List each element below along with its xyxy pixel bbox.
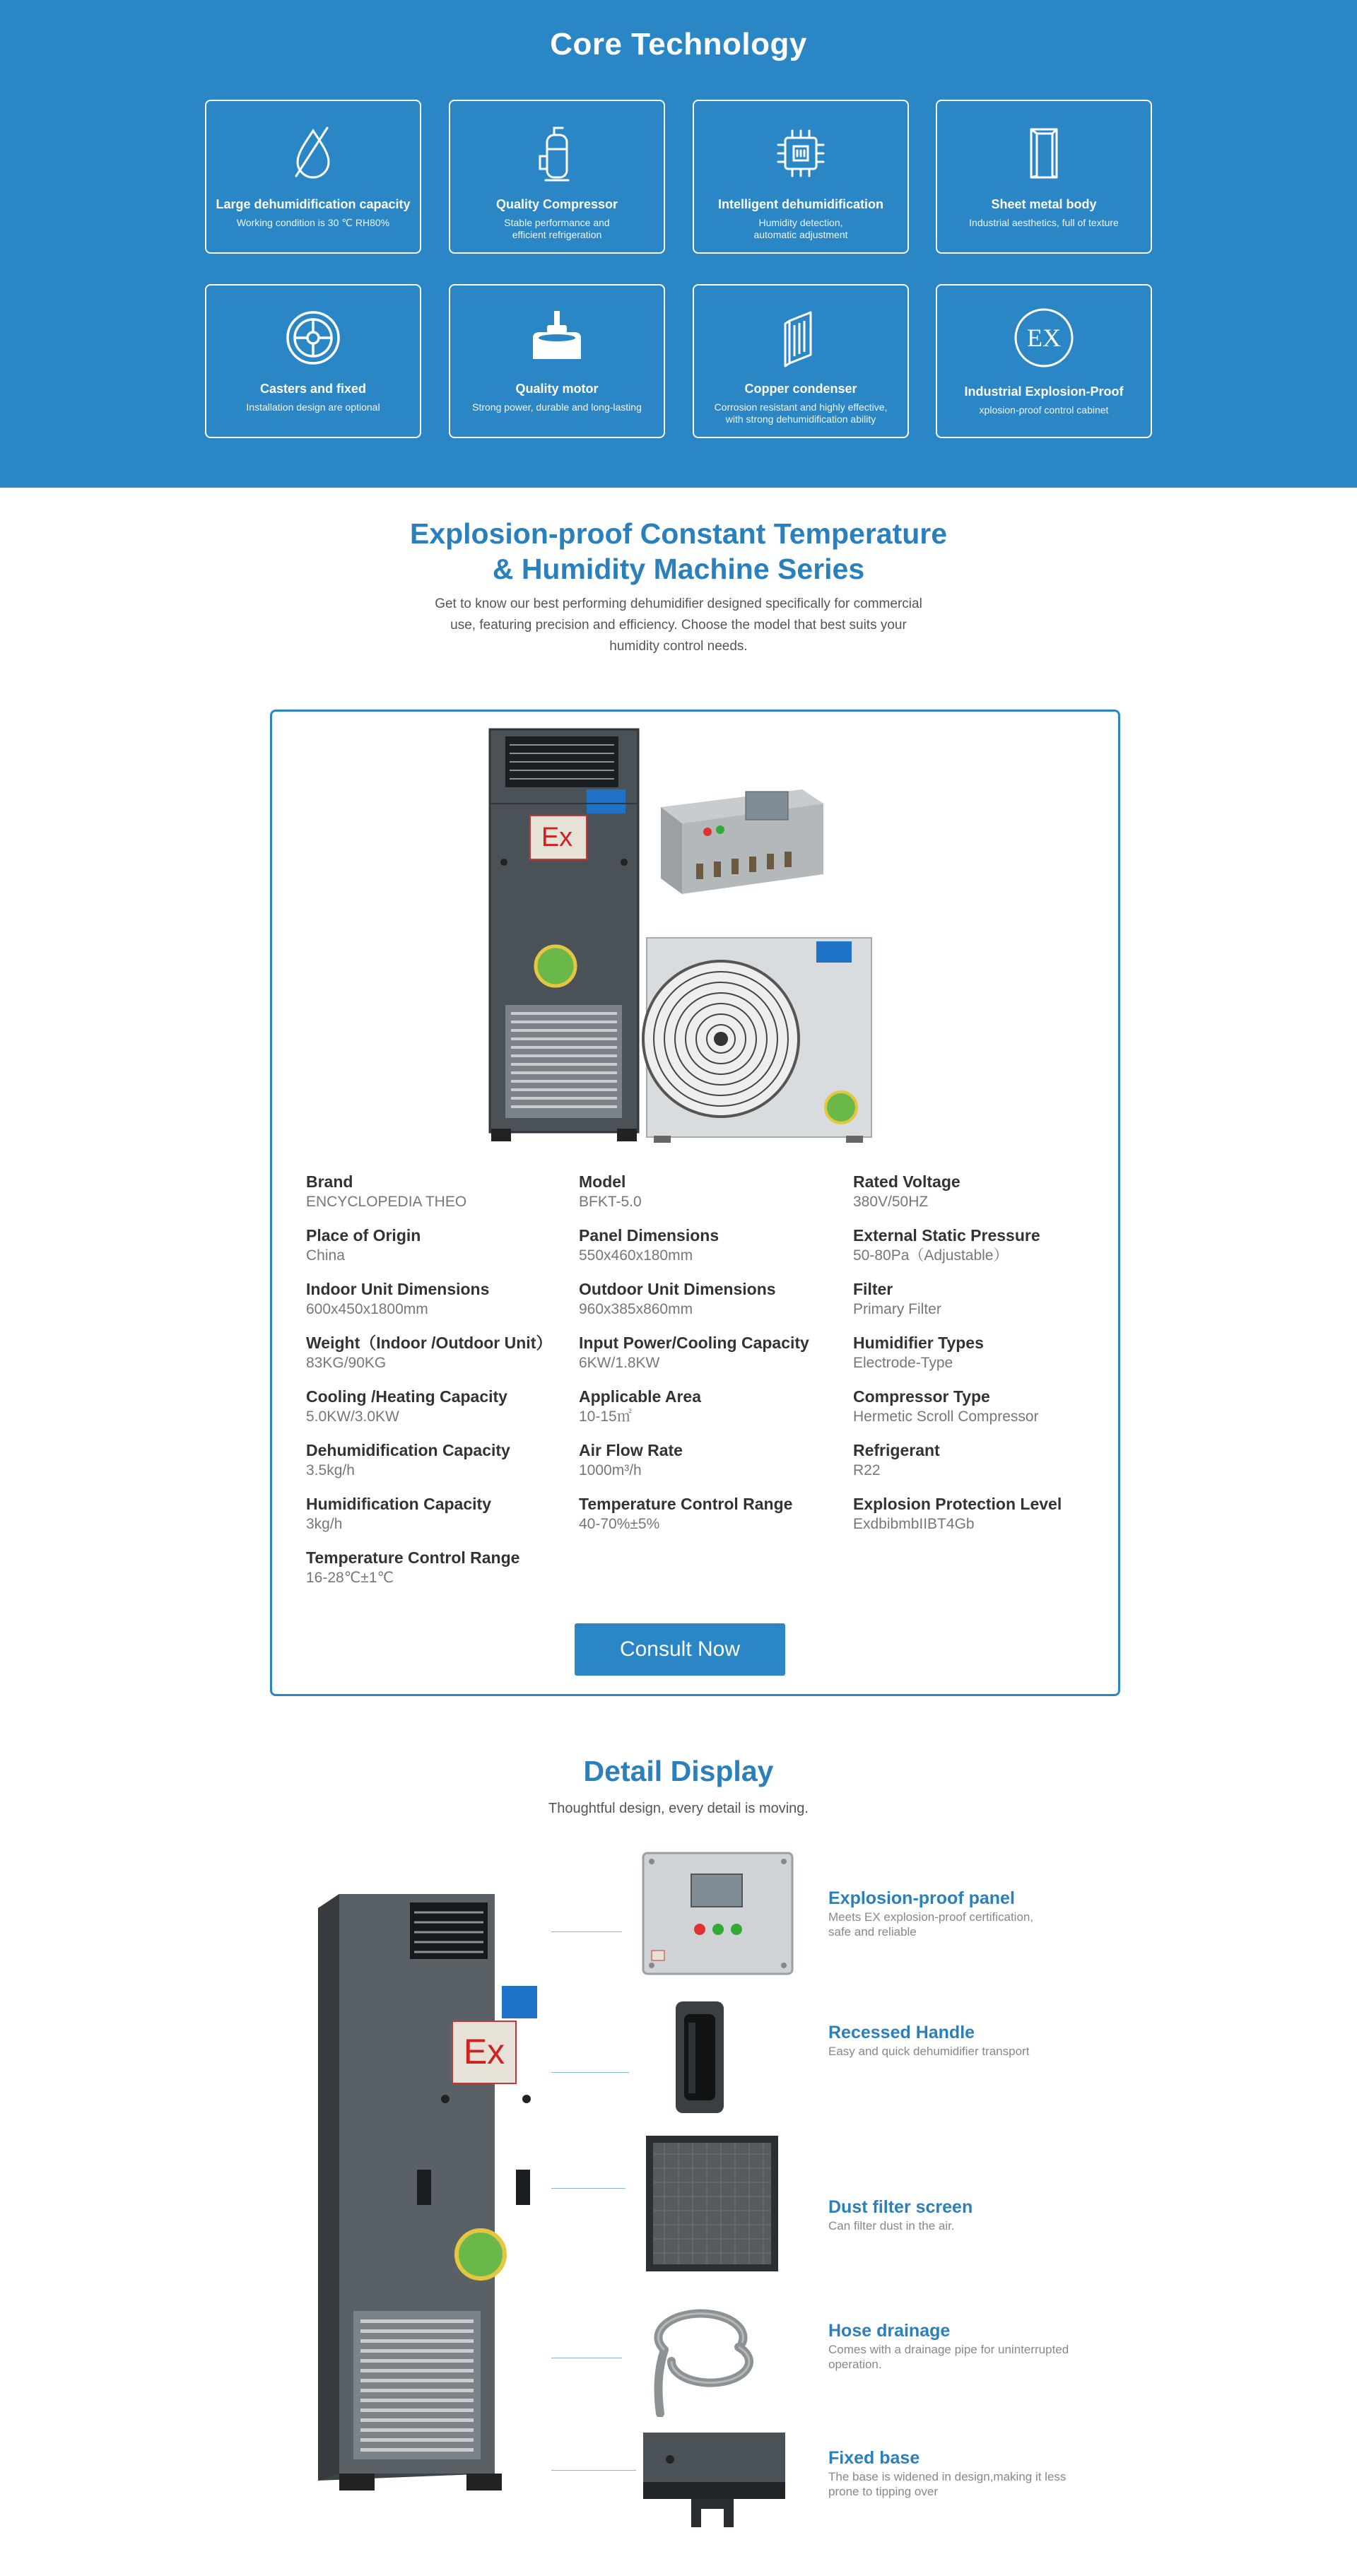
ex-badge-text: EX [1027, 324, 1061, 352]
spec-label: Filter [853, 1280, 893, 1298]
spec-value: 6KW/1.8KW [579, 1355, 660, 1371]
spec-label: Applicable Area [579, 1387, 701, 1406]
feature-title: Explosion-proof panel [828, 1888, 1015, 1908]
feature-desc: The base is widened in design,making it less prone to tipping over [828, 2470, 1067, 2498]
spec-air-flow-rate [579, 1440, 847, 1481]
spec-input-power [579, 1332, 847, 1373]
spec-value: 5.0KW/3.0KW [306, 1408, 399, 1425]
spec-value: 3kg/h [306, 1516, 343, 1532]
spec-label: Temperature Control Range [579, 1495, 793, 1513]
spec-weight [306, 1332, 575, 1373]
spec-explosion-protection-level [853, 1493, 1122, 1534]
motor-icon [450, 304, 664, 372]
spec-applicable-area [579, 1386, 847, 1427]
spec-compressor-type [853, 1386, 1122, 1427]
feature-title: Dust filter screen [828, 2197, 973, 2217]
leader-line [551, 2072, 629, 2073]
spec-label: Explosion Protection Level [853, 1495, 1062, 1513]
core-card-dehumidification [205, 100, 421, 254]
core-card-intelligent [693, 100, 909, 254]
series-title-line2: & Humidity Machine Series [492, 553, 865, 585]
spec-value: ExdbibmbIIBT4Gb [853, 1516, 975, 1532]
spec-value: 16-28℃±1℃ [306, 1570, 394, 1586]
spec-value: Hermetic Scroll Compressor [853, 1408, 1039, 1425]
spec-external-static-pressure [853, 1225, 1122, 1266]
spec-indoor-unit-dimensions [306, 1278, 575, 1319]
spec-value: 50-80Pa（Adjustable） [853, 1247, 1009, 1264]
core-card-title: Large dehumidification capacity [216, 197, 411, 211]
leader-line [551, 1931, 622, 1932]
spec-outdoor-unit-dimensions [579, 1278, 847, 1319]
spec-label: Compressor Type [853, 1387, 990, 1406]
feature-title: Recessed Handle [828, 2023, 975, 2042]
explosion-proof-panel-image [642, 1852, 794, 1975]
core-card-desc: Corrosion resistant and highly effective, with strong dehumidification ability [714, 401, 888, 425]
spec-label: External Static Pressure [853, 1226, 1040, 1245]
spec-value: BFKT-5.0 [579, 1194, 642, 1210]
droplet-slash-icon [206, 119, 420, 187]
core-card-desc: Humidity detection, automatic adjustment [753, 217, 848, 240]
spec-humidification-capacity [306, 1493, 575, 1534]
core-card-desc: Working condition is 30 ℃ RH80% [236, 217, 390, 228]
spec-cooling-heating [306, 1386, 575, 1427]
feature-desc: Can filter dust in the air. [828, 2219, 955, 2233]
core-card-compressor [449, 100, 665, 254]
spec-value: 550x460x180mm [579, 1247, 693, 1264]
core-card-condenser [693, 284, 909, 438]
spec-value: 380V/50HZ [853, 1194, 929, 1210]
sheet-metal-icon [937, 119, 1151, 187]
spec-place-of-origin [306, 1225, 575, 1266]
core-card-desc: Stable performance and efficient refrigeration [504, 217, 610, 240]
outdoor-unit-image [643, 938, 871, 1143]
fixed-base-image [642, 2431, 787, 2530]
ex-label-text: Ex [541, 823, 573, 852]
spec-label: Model [579, 1172, 626, 1191]
core-card-desc: xplosion-proof control cabinet [979, 404, 1109, 416]
detail-ex-label-text: Ex [463, 2032, 505, 2071]
core-card-sheet-metal [936, 100, 1152, 254]
spec-temperature-control-range [306, 1547, 575, 1588]
feature-recessed-handle [828, 2021, 1125, 2059]
spec-value: R22 [853, 1462, 881, 1478]
spec-value: Electrode-Type [853, 1355, 953, 1371]
product-image [484, 722, 894, 1146]
core-card-title: Casters and fixed [259, 382, 367, 396]
spec-temperature-control-range-humidity [579, 1493, 847, 1534]
spec-value: 600x450x1800mm [306, 1301, 428, 1317]
core-card-motor [449, 284, 665, 438]
spec-value: China [306, 1247, 345, 1264]
spec-label: Humidifier Types [853, 1334, 984, 1352]
core-card-title: Intelligent dehumidification [718, 197, 883, 211]
core-card-casters [205, 284, 421, 438]
caster-wheel-icon [206, 304, 420, 372]
spec-label: Temperature Control Range [306, 1548, 520, 1567]
spec-rated-voltage [853, 1171, 1122, 1212]
detail-unit-image [304, 1887, 572, 2509]
core-card-explosion-proof [936, 284, 1152, 438]
core-card-desc: Industrial aesthetics, full of texture [969, 217, 1119, 228]
leader-line [551, 2470, 636, 2471]
core-card-title: Copper condenser [744, 382, 857, 396]
core-technology-section [0, 0, 1357, 488]
spec-label: Rated Voltage [853, 1172, 961, 1191]
series-description: Get to know our best performing dehumidifier designed specifically for commercial use, featuring precision and efficiency. Choose the model that best suits your humidity control needs. [435, 596, 922, 654]
control-box-image [661, 789, 823, 894]
dust-filter-screen-image [643, 2133, 781, 2274]
spec-dehumidification-capacity [306, 1440, 575, 1481]
spec-refrigerant [853, 1440, 1122, 1481]
spec-label: Cooling /Heating Capacity [306, 1387, 507, 1406]
spec-label: Input Power/Cooling Capacity [579, 1334, 809, 1352]
compressor-icon [450, 119, 664, 187]
core-technology-title: Core Technology [550, 27, 807, 61]
spec-label: Outdoor Unit Dimensions [579, 1280, 776, 1298]
feature-hose-drainage [828, 2319, 1125, 2372]
core-card-desc: Installation design are optional [246, 401, 380, 413]
spec-label: Place of Origin [306, 1226, 421, 1245]
ex-badge-icon [937, 304, 1151, 372]
spec-model [579, 1171, 847, 1212]
spec-label: Weight（Indoor /Outdoor Unit） [306, 1334, 553, 1352]
series-title-line1: Explosion-proof Constant Temperature [409, 517, 948, 550]
feature-title: Fixed base [828, 2448, 920, 2468]
spec-value: 83KG/90KG [306, 1355, 387, 1371]
indoor-unit-image [490, 729, 638, 1141]
spec-label: Dehumidification Capacity [306, 1441, 510, 1459]
spec-value: 3.5kg/h [306, 1462, 355, 1478]
spec-brand [306, 1171, 575, 1212]
spec-label: Refrigerant [853, 1441, 940, 1459]
condenser-icon [694, 304, 907, 372]
leader-line [551, 2188, 625, 2189]
feature-title: Hose drainage [828, 2321, 951, 2341]
spec-panel-dimensions [579, 1225, 847, 1266]
core-card-title: Quality motor [515, 382, 599, 396]
spec-humidifier-types [853, 1332, 1122, 1373]
spec-label: Air Flow Rate [579, 1441, 683, 1459]
spec-label: Panel Dimensions [579, 1226, 719, 1245]
recessed-handle-image [671, 1999, 728, 2115]
detail-subtitle: Thoughtful design, every detail is moving. [548, 1801, 809, 1816]
feature-explosion-proof-panel [828, 1887, 1125, 1939]
chip-icon [694, 119, 907, 187]
feature-fixed-base [828, 2447, 1125, 2499]
spec-filter [853, 1278, 1122, 1319]
spec-value: Primary Filter [853, 1301, 941, 1317]
spec-value: 10-15㎡ [579, 1408, 632, 1425]
spec-value: 1000m³/h [579, 1462, 642, 1478]
detail-title: Detail Display [583, 1755, 774, 1787]
core-card-title: Quality Compressor [495, 197, 618, 211]
feature-dust-filter-screen [828, 2196, 1125, 2233]
feature-desc: Comes with a drainage pipe for uninterrupted operation. [828, 2343, 1069, 2371]
feature-desc: Easy and quick dehumidifier transport [828, 2045, 1030, 2058]
spec-value: 40-70%±5% [579, 1516, 660, 1532]
spec-value: 960x385x860mm [579, 1301, 693, 1317]
core-card-title: Industrial Explosion-Proof [964, 384, 1124, 399]
series-title [0, 516, 1357, 587]
feature-desc: Meets EX explosion-proof certification, safe and reliable [828, 1910, 1034, 1939]
spec-value: ENCYCLOPEDIA THEO [306, 1194, 467, 1210]
product-spec-card [270, 710, 1120, 1696]
hose-drainage-image [643, 2293, 760, 2417]
spec-label: Brand [306, 1172, 353, 1191]
core-card-title: Sheet metal body [991, 197, 1097, 211]
spec-label: Indoor Unit Dimensions [306, 1280, 490, 1298]
spec-label: Humidification Capacity [306, 1495, 491, 1513]
core-card-desc: Strong power, durable and long-lasting [472, 401, 642, 413]
consult-now-button[interactable]: Consult Now [575, 1623, 785, 1676]
